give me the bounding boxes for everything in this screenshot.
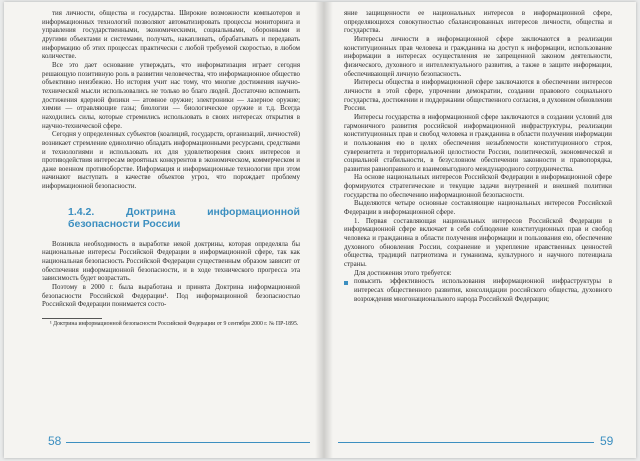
right-paragraph-7: 1. Первая составляющая национальных интересов Российской Федерации в информационной сфере включает в себя соблюдение конституционных прав и свобод человека и гражданина в области получения информации и пользования ею, обеспечение духовного обновления России, сохранение и укрепление нравственных ценностей общества, традиций патриотизма и гуманизма, культурного и научного потенциала страны. — [344, 217, 612, 269]
right-paragraph-6: Выделяются четыре основные составляющие национальных интересов Российской Федерации в информационной сфере. — [344, 200, 612, 217]
left-page — [42, 10, 300, 450]
right-paragraph-3: Интересы общества в информационной сфере заключаются в обеспечении интересов личности в этой сфере, упрочении демократии, создании правового социального государства, достижении и поддержании общественного согласия, в духовном обновлении России. — [344, 79, 612, 113]
right-paragraph-1: яние защищенности ее национальных интересов в информационной сфере, определяющихся совокупностью сбалансированных интересов личности, общества и государства. — [344, 10, 612, 35]
right-paragraph-2: Интересы личности в информационной сфере заключаются в реализации конституционных прав человека и гражданина на доступ к информации, использование информации в интересах осуществления не запрещенной законом деятельности, физического, духовного и интеллектуального развития, а также в защите информации, обеспечивающей личную безопасность. — [344, 35, 612, 78]
book-spread — [4, 2, 636, 458]
left-paragraph-5: Поэтому в 2000 г. была выработана и принята Доктрина информационной безопасности Российской Федерации¹. Под информационной безопасностью Российской Федерации понимается состо- — [42, 284, 300, 309]
footer-rule-left — [66, 442, 310, 443]
book-gutter — [315, 2, 333, 458]
left-paragraph-4: Возникла необходимость в выработке некой доктрины, которая определяла бы национальные интересы Российской Федерации в информационной сфере, так как национальная безопасность Российской Федерации существенным образом зависит от обеспечения информационной безопасности, и в ходе технического прогресса эта зависимость будет возрастать. — [42, 240, 300, 283]
bullet-list-item — [344, 278, 612, 304]
bullet-text: повысить эффективность использования информационной инфраструктуры в интересах общественного развития, консолидации российского общества, духовного возрождения многонационального народа Российской Федерации; — [354, 278, 612, 303]
square-bullet-icon — [344, 281, 348, 285]
page-number-right: 59 — [600, 434, 614, 448]
left-paragraph-1: тия личности, общества и государства. Широкие возможности компьютеров и информационных технологий позволяют автоматизировать процессы мониторинга и управления государственными, экономическими, социальными, оборонными и другими объектами и системами, получать, накапливать, обрабатывать и передавать информацию об этих процессах практически с любой требуемой скоростью, в любом количестве. — [42, 10, 300, 61]
page-number-left: 58 — [48, 434, 62, 448]
right-paragraph-5: На основе национальных интересов Российской Федерации в информационной сфере формируются стратегические и текущие задачи внутренней и внешней политики государства по обеспечению информационной безопасности. — [344, 174, 612, 199]
right-paragraph-4: Интересы государства в информационной сфере заключаются в создании условий для гармоничного развития российской информационной инфраструктуры, реализации конституционных прав и свобод человека и гражданина в области получения информации и пользования ею в целях обеспечения незыблемости конституционного строя, суверенитета и территориальной целостности России, политической, экономической и социальной стабильности, в безусловном обеспечении законности и правопорядка, развития равноправного и взаимовыгодного международного сотрудничества. — [344, 113, 612, 173]
left-paragraph-3: Сегодня у определенных субъектов (коалиций, государств, организаций, личностей) возникает стремление единолично обладать информационными ресурсами, средствами и технологиями и использовать их для удовлетворения своих интересов и противодействия интересам вероятных конкурентов в экономическом, коммерческом и даже военном противоборстве. Информация и информационные технологии при этом начинают выступать в качестве объектов угроз, что порождает проблему информационной безопасности. — [42, 131, 300, 191]
right-paragraph-8: Для достижения этого требуется: — [354, 269, 452, 277]
left-paragraph-2: Все это дает основание утверждать, что информатизация играет сегодня решающую позитивную роль в развитии человечества, что информационное общество объективно неизбежно. Но история учит нас тому, что многие достижения научно-технической мысли использовались не только во благо людей. Достаточно вспомнить достижения ядерной физики — атомное оружие; электроники — лазерное оружие; химии — отравляющие газы; биологии — биологическое оружие и т.д. Всегда находились силы, которые стремились использовать в своих интересах открытия в научно-технической сфере. — [42, 61, 300, 130]
footer-rule-right — [338, 442, 594, 443]
section-heading: 1.4.2. Доктрина информационной безопасности России — [68, 205, 300, 231]
footnote-rule — [42, 318, 102, 319]
footnote: ¹ Доктрина информационной безопасности Российской Федерации от 9 сентября 2000 г. № ПР-1895. — [50, 321, 299, 328]
right-page — [344, 10, 612, 450]
